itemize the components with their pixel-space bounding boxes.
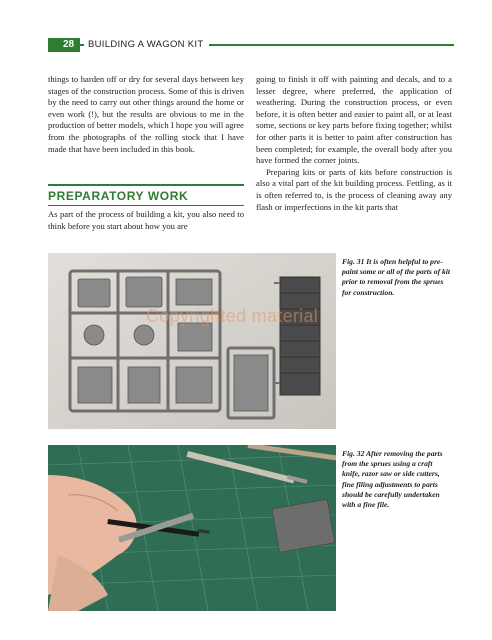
body-paragraph: going to finish it off with painting and decals, and to a lesser degree, where preferred, the application of weathering. During the construction process, or even before, it is often better and easier to paint all, or at least some, sections or key parts before fixing together; whilst for other parts it is better to paint after construction has been completed; for example, the overall body after you have formed the corner joints. bbox=[256, 74, 452, 166]
left-column bbox=[48, 74, 244, 155]
figure-32-photo bbox=[48, 445, 336, 611]
section-heading-block bbox=[48, 184, 244, 206]
running-title: BUILDING A WAGON KIT bbox=[84, 38, 209, 52]
figure-32-caption: Fig. 32 After removing the parts from the sprues using a craft knife, razor saw or side cutters, fine filing adjustments to parts should be carefully undertaken with a fine file. bbox=[342, 449, 443, 510]
left-column-continued bbox=[48, 209, 244, 232]
kit-sprues-illustration bbox=[48, 253, 336, 429]
heading-rule-bottom bbox=[48, 205, 244, 207]
body-paragraph: As part of the process of building a kit, you also need to think before you start about how you are bbox=[48, 209, 244, 231]
right-column bbox=[256, 74, 452, 213]
figure-31-photo bbox=[48, 253, 336, 429]
cutting-mat-filing-illustration bbox=[48, 445, 336, 611]
copyright-watermark: Copyrighted material bbox=[146, 306, 319, 326]
body-paragraph: Preparing kits or parts of kits before construction is also a vital part of the kit building process. Fettling, as it is often referred to, is the process of cleaning away any flash or imperfections in the kit parts that bbox=[256, 166, 452, 212]
figure-31-caption: Fig. 31 It is often helpful to pre-paint some or all of the parts of kit prior to removal from the sprues for construction. bbox=[342, 257, 451, 297]
page-number: 28 bbox=[48, 38, 80, 52]
running-header bbox=[48, 38, 454, 52]
body-paragraph: things to harden off or dry for several days between key stages of the construction process. Some of this is driven by the need to carry out other things around the home or even work (!), but the results are obvious to me in the production of better models, which I hope you will agree from the photographs of the rolling stock that I have made that have been included in this book. bbox=[48, 74, 244, 154]
section-heading: PREPARATORY WORK bbox=[48, 188, 189, 203]
